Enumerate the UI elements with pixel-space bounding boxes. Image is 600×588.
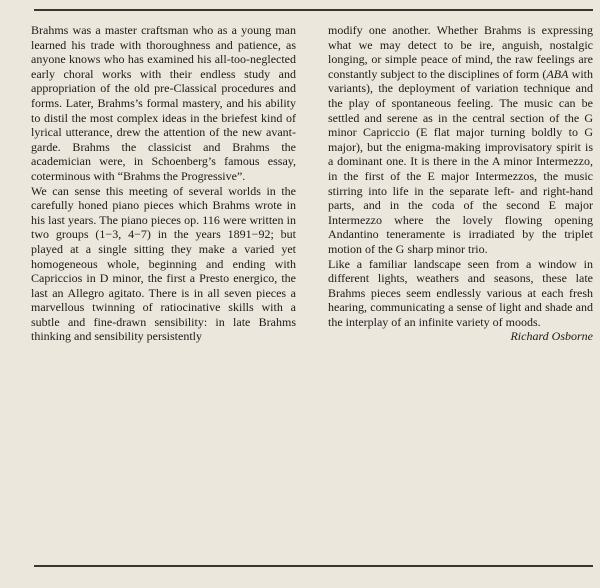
paragraph-form-and-feeling xyxy=(328,23,593,257)
author-signature: Richard Osborne xyxy=(510,329,593,344)
paragraph-text-start: modify one another. Whether Brahms is expressing what we may detect to be ire, anguish, nostalgic longing, or simple peace of mind, the raw feelings are constantly subject to the disciplines of form ( xyxy=(328,23,593,81)
paragraph-brahms-craftsman: Brahms was a master craftsman who as a young man learned his trade with thoroughness and patience, as anyone knows who has examined his all-too-neglected early choral works with their endless study and appropriation of the old pre-Classical procedures and forms. Later, Brahms’s formal mastery, and his ability to distil the most complex ideas in the briefest kind of lyrical utterance, drew the attention of the new avant-garde. Brahms the classicist and Brahms the academician were, in Schoenberg’s famous essay, coterminous with “Brahms the Progressive”. xyxy=(31,23,296,183)
left-column xyxy=(31,23,296,344)
paragraph-text-end: with variants), the deployment of variation technique and the play of spontaneous feeling. The music can be settled and serene as in the central section of the G minor Capriccio (E flat major turning boldly to G major), but the enigma-making improvisatory spirit is a dominant one. It is there in the A minor Intermezzo, in the first of the E major Intermezzos, the music stirring into life in the separate left- and right-hand parts, and in the coda of the second E major Intermezzo where the lovely flowing opening Andantino teneramente is irradiated by the triplet motion of the G sharp minor trio. xyxy=(328,66,593,256)
right-column xyxy=(328,23,593,344)
top-rule xyxy=(34,9,593,11)
paragraph-piano-pieces: We can sense this meeting of several worlds in the carefully honed piano pieces which Brahms wrote in his last years. The piano pieces op. 116 were written in two groups (1−3, 4−7) in the years 1891−92; but played at a single sitting they make a varied yet homogeneous whole, beginning and ending with Capriccios in D minor, the first a Presto energico, the last an Allegro agitato. There is in all seven pieces a marvellous twinning of ratiocinative skills with a subtle and fine-drawn sensibility: in late Brahms thinking and sensibility persistently xyxy=(31,183,296,344)
bottom-rule xyxy=(34,565,593,567)
paragraph-landscape: Like a familiar landscape seen from a window in different lights, weathers and seasons, these late Brahms pieces seem endlessly various at each fresh hearing, communicating a sense of light and shade and the interplay of an infinite variety of moods. xyxy=(328,256,593,329)
aba-italic: ABA xyxy=(546,66,569,81)
